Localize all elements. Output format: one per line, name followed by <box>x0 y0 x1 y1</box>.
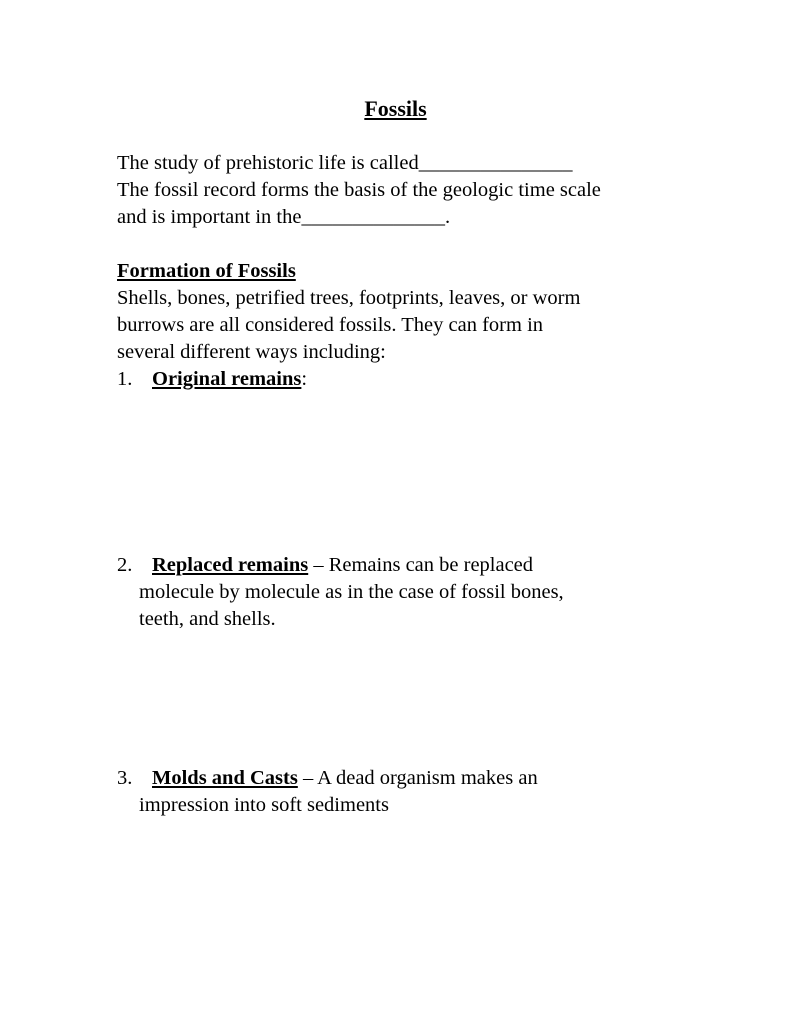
list-number: 3. <box>117 767 133 789</box>
list-text: – Remains can be replaced <box>308 554 534 576</box>
intro-line-3: and is important in the______________. <box>117 206 451 228</box>
page-title: Fossils <box>364 96 427 121</box>
list-number: 2. <box>117 554 133 576</box>
list-text: – A dead organism makes an <box>297 767 538 789</box>
list-item-molds-and-casts-line-2: impression into soft sediments <box>139 794 389 816</box>
list-item-original-remains <box>117 366 307 393</box>
list-term: Replaced remains <box>152 554 309 576</box>
intro-line-2: The fossil record forms the basis of the geologic time scale <box>117 179 601 201</box>
formation-line-1: Shells, bones, petrified trees, footprints, leaves, or worm <box>117 287 581 309</box>
formation-line-3: several different ways including: <box>117 341 386 363</box>
list-item-replaced-remains-line-2: molecule by molecule as in the case of fossil bones, <box>139 581 564 603</box>
formation-line-2: burrows are all considered fossils. They can form in <box>117 314 544 336</box>
list-suffix: : <box>301 368 308 390</box>
list-number: 1. <box>117 368 133 390</box>
list-item-replaced-remains-line-3: teeth, and shells. <box>139 608 276 630</box>
list-term: Original remains <box>152 368 302 390</box>
intro-line-1: The study of prehistoric life is called_______________ <box>117 152 573 174</box>
list-term: Molds and Casts <box>152 767 298 789</box>
list-item-molds-and-casts <box>117 765 538 792</box>
list-item-replaced-remains <box>117 552 533 579</box>
section-heading: Formation of Fossils <box>117 260 296 282</box>
